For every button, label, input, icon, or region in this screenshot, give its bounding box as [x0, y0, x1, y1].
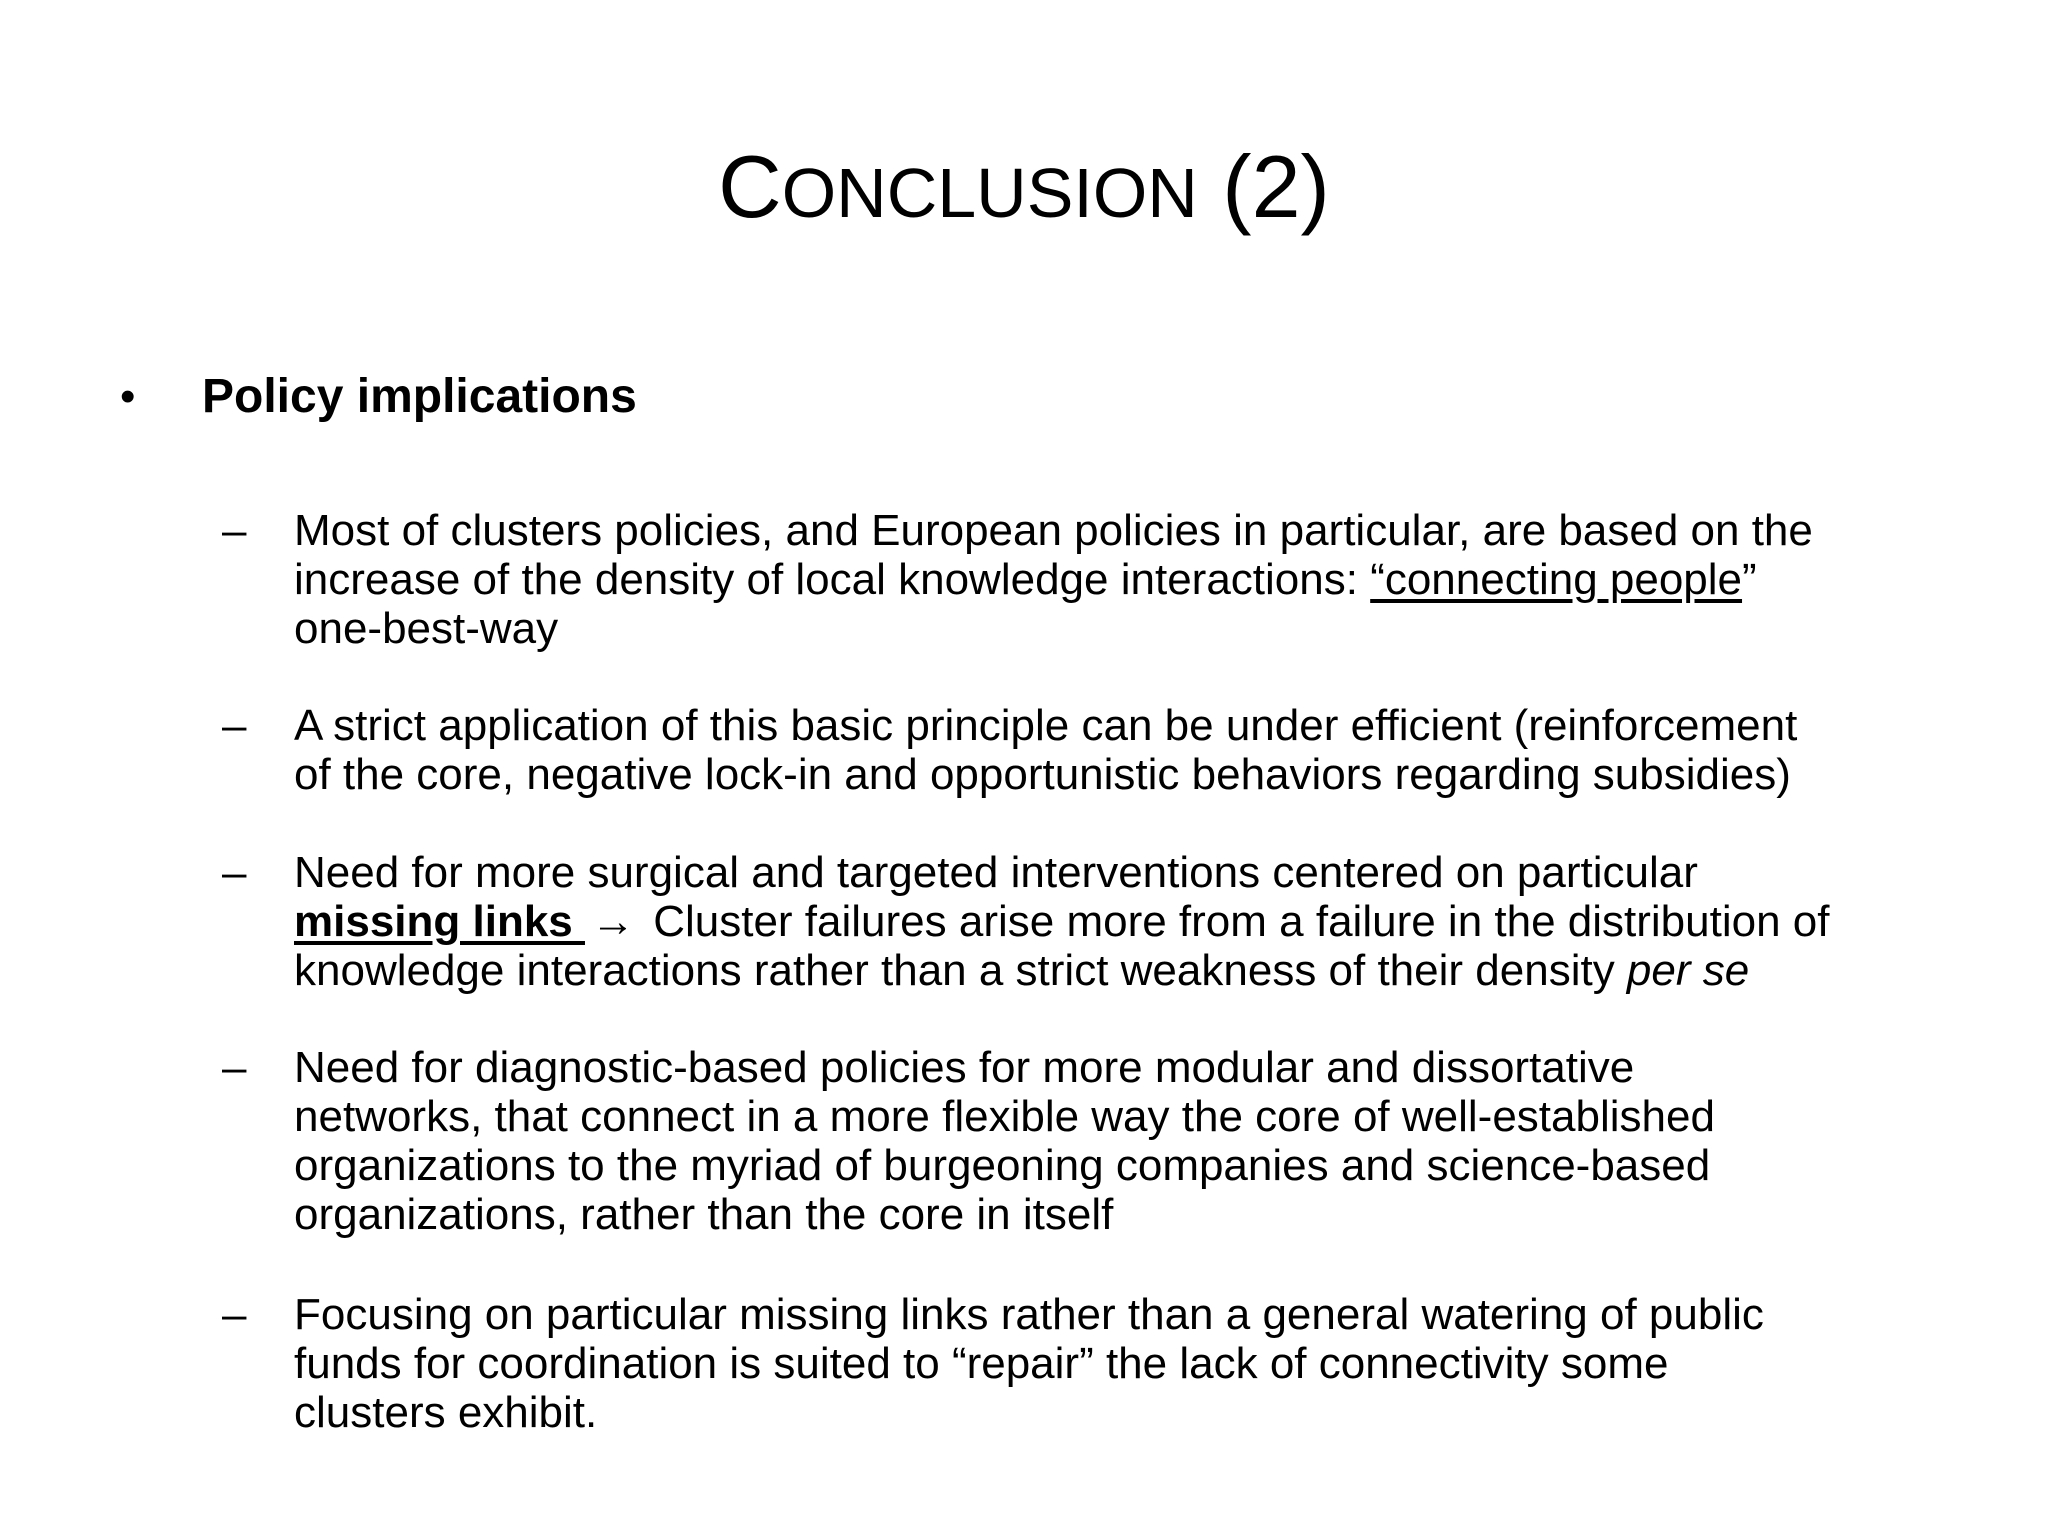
title-small-caps: ONCLUSION: [781, 154, 1198, 232]
title-suffix: (2): [1197, 137, 1330, 236]
sub-item-1-line-2: [294, 555, 1994, 604]
dash-marker: –: [222, 506, 247, 555]
missing-links-emphasis: missing links: [294, 897, 585, 946]
sub-item-5-line-3: clusters exhibit.: [294, 1388, 598, 1437]
sub-item-1-line-1: Most of clusters policies, and European policies in particular, are based on the: [294, 506, 1813, 555]
line-text: increase of the density of local knowledge interactions:: [294, 555, 1371, 604]
sub-item-4: [222, 1043, 1962, 1243]
sub-item-5: [222, 1290, 1962, 1440]
closing-quote: ”: [1742, 555, 1757, 604]
bullet-marker: •: [120, 372, 136, 421]
bullet-heading: Policy implications: [202, 370, 637, 423]
sub-item-3-line-1: Need for more surgical and targeted interventions centered on particular: [294, 848, 1698, 897]
sub-item-2-line-1: A strict application of this basic principle can be under efficient (reinforcement: [294, 701, 1798, 750]
dash-marker: –: [222, 848, 247, 897]
title-initial: C: [718, 137, 782, 236]
sub-item-5-line-2: funds for coordination is suited to “repair” the lack of connectivity some: [294, 1339, 1669, 1388]
sub-item-2-line-2: of the core, negative lock-in and opportunistic behaviors regarding subsidies): [294, 750, 1791, 799]
sub-item-1-line-3: one-best-way: [294, 604, 559, 653]
dash-marker: –: [222, 1290, 247, 1339]
right-arrow-icon: →: [590, 897, 635, 946]
sub-item-4-line-4: organizations, rather than the core in itself: [294, 1190, 1114, 1239]
sub-item-5-line-1: Focusing on particular missing links rather than a general watering of public: [294, 1290, 1764, 1339]
per-se-italic: per se: [1626, 946, 1750, 995]
dash-marker: –: [222, 701, 247, 750]
sub-item-4-line-2: networks, that connect in a more flexible way the core of well-established: [294, 1092, 1715, 1141]
sub-item-3-line-3: [294, 946, 1994, 995]
sub-item-3: [222, 848, 1962, 998]
connecting-people-link: “connecting people: [1370, 555, 1743, 604]
sub-item-1: [222, 506, 1962, 656]
slide-title: [0, 132, 2048, 248]
sub-item-2: [222, 701, 1962, 801]
line-text: knowledge interactions rather than a strict weakness of their density: [294, 946, 1627, 995]
sub-item-3-line-2: [294, 897, 1994, 946]
dash-marker: –: [222, 1043, 247, 1092]
sub-item-4-line-1: Need for diagnostic-based policies for more modular and dissortative: [294, 1043, 1635, 1092]
line-text: Cluster failures arise more from a failure in the distribution of: [640, 897, 1830, 946]
sub-item-4-line-3: organizations to the myriad of burgeoning companies and science-based: [294, 1141, 1711, 1190]
